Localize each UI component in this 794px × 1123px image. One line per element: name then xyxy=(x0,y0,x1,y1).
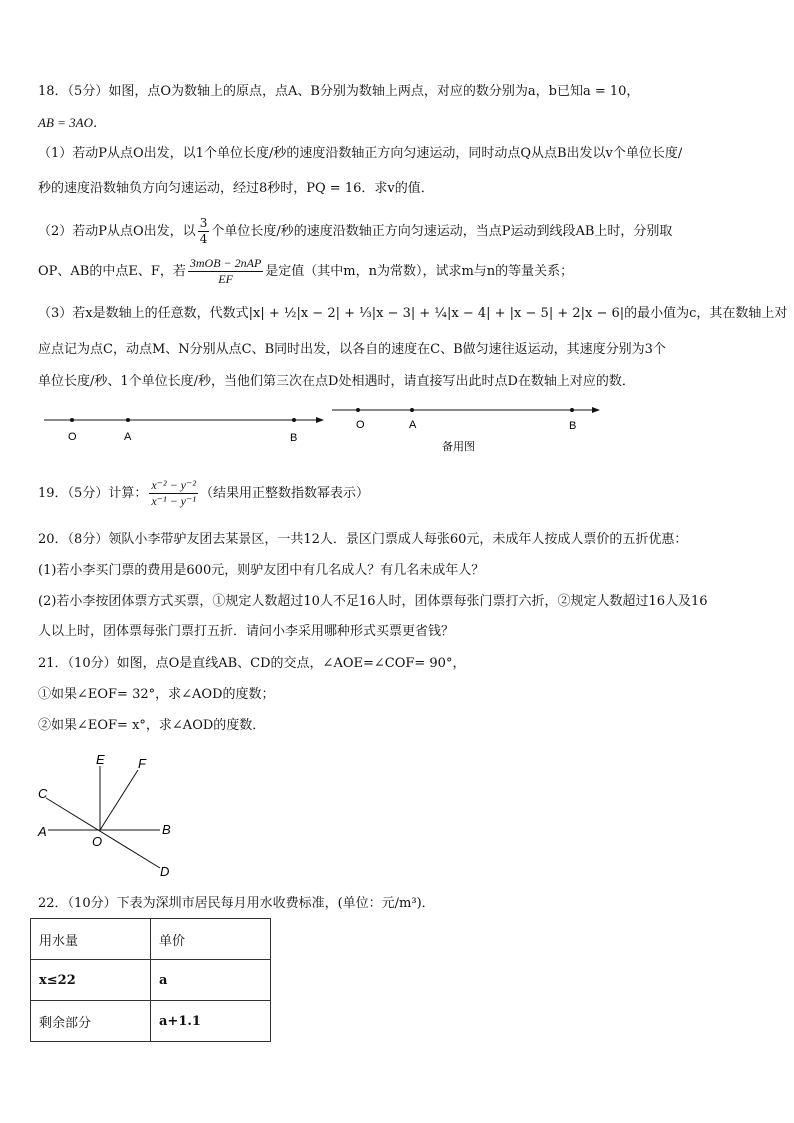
label-a: A xyxy=(38,824,47,839)
table-cell: x≤22 xyxy=(31,960,151,1001)
q18-line-9: 单位长度/秒、1个单位长度/秒，当他们第三次在点D处相遇时，请直接写出此时点D在数轴上对应的数． xyxy=(38,374,635,389)
line-cd xyxy=(46,798,160,868)
q21-line-2: ①如果∠EOF= 32°，求∠AOD的度数； xyxy=(38,687,275,702)
label-c: C xyxy=(38,786,48,801)
point-b-dot xyxy=(292,418,296,422)
label-f: F xyxy=(138,756,146,771)
q18-line-1: 18．（5分）如图，点O为数轴上的原点，点A、B分别为数轴上两点，对应的数分别为a，b已知a = 10， xyxy=(38,84,640,99)
label-o: O xyxy=(68,431,77,443)
table-cell: a+1.1 xyxy=(151,1001,271,1042)
q19-suffix: （结果用正整数指数幂表示） xyxy=(199,486,369,501)
fraction-numerator: 3mOB − 2nAP xyxy=(189,256,262,270)
fraction-denominator: 4 xyxy=(199,232,208,246)
number-line-figure xyxy=(40,408,330,448)
q20-line-3: (2)若小李按团体票方式买票，①规定人数超过10人不足16人时，团体票每张门票打六折，②规定人数超过16人及16 xyxy=(38,594,708,609)
table-cell: a xyxy=(151,960,271,1001)
q18-line-8: 应点记为点C，动点M、N分别从点C、B同时出发，以各自的速度在C、B做匀速往返运动，其速度分别为3个 xyxy=(38,342,666,357)
q21-line-3: ②如果∠EOF= x°，求∠AOD的度数． xyxy=(38,718,266,733)
angle-figure xyxy=(30,748,190,880)
table-row xyxy=(31,960,271,1001)
axis-arrow-icon xyxy=(316,417,324,423)
table-row xyxy=(31,919,271,960)
fraction-denominator: x⁻¹ − y⁻¹ xyxy=(151,494,196,508)
table-cell: 剩余部分 xyxy=(31,1001,151,1042)
label-b: B xyxy=(569,420,577,432)
spare-number-line-figure xyxy=(328,398,608,458)
q18-line-6 xyxy=(38,256,573,287)
point-a-dot xyxy=(410,408,414,412)
point-a-dot xyxy=(126,418,130,422)
q20-line-2: (1)若小李买门票的费用是600元，则驴友团中有几名成人？有几名未成年人？ xyxy=(38,563,485,578)
fraction-numerator: 3 xyxy=(199,216,208,230)
label-b: B xyxy=(290,432,298,444)
q18-line-6a: OP、AB的中点E、F，若 xyxy=(38,264,186,279)
spare-figure-caption: 备用图 xyxy=(442,441,475,453)
q18-line-5 xyxy=(38,216,672,247)
q18-line-7: （3）若x是数轴上的任意数，代数式|x| + ½|x − 2| + ⅓|x − 3| + ¼|x − 4| + |x − 5| + 2|x − 6|的最小值为c，其在数轴上对 xyxy=(38,306,788,321)
label-d: D xyxy=(160,864,170,879)
fraction-denominator: EF xyxy=(218,272,233,286)
label-e: E xyxy=(96,752,105,767)
q18-line-2: AB = 3AO． xyxy=(38,115,106,130)
q18-line-3: （1）若动P从点O出发，以1个单位长度/秒的速度沿数轴正方向匀速运动，同时动点Q从点B出发以v个单位长度/ xyxy=(38,146,683,161)
table-cell: 单价 xyxy=(151,919,271,960)
label-o: O xyxy=(92,834,103,849)
q22-line-1: 22．（10分）下表为深圳市居民每月用水收费标准，(单位：元/m³)． xyxy=(38,896,435,911)
table-row xyxy=(31,1001,271,1042)
q18-line-6b: 是定值（其中m，n为常数），试求m与n的等量关系； xyxy=(265,264,574,279)
axis-arrow-icon xyxy=(592,407,600,413)
fraction-numerator: x⁻² − y⁻² xyxy=(151,478,196,492)
q20-line-4: 人以上时，团体票每张门票打五折．请问小李采用哪种形式买票更省钱？ xyxy=(38,624,455,639)
q18-fraction-expr xyxy=(188,256,263,287)
q19-prefix: 19．（5分）计算： xyxy=(38,486,148,501)
label-a: A xyxy=(409,419,417,431)
q19-line xyxy=(38,478,369,509)
water-price-table xyxy=(30,918,271,1042)
q18-line-5a: （2）若动P从点O出发，以 xyxy=(38,224,196,239)
table-cell: 用水量 xyxy=(31,919,151,960)
q18-line-4: 秒的速度沿数轴负方向匀速运动，经过8秒时，PQ = 16．求v的值． xyxy=(38,181,434,196)
ray-of xyxy=(100,770,138,830)
label-b: B xyxy=(162,822,171,837)
point-b-dot xyxy=(570,408,574,412)
label-a: A xyxy=(124,431,132,443)
q20-line-1: 20．（8分）领队小李带驴友团去某景区，一共12人．景区门票成人每张60元，未成年人按成人票价的五折优惠： xyxy=(38,532,688,547)
q21-line-1: 21．（10分）如图，点O是直线AB、CD的交点，∠AOE=∠COF= 90°， xyxy=(38,656,466,671)
point-o-dot xyxy=(70,418,74,422)
label-o: O xyxy=(356,419,365,431)
q18-fraction-3-4 xyxy=(198,216,210,247)
q19-fraction xyxy=(149,478,198,509)
point-o-dot xyxy=(356,408,360,412)
q18-line-5b: 个单位长度/秒的速度沿数轴正方向匀速运动，当点P运动到线段AB上时，分别取 xyxy=(211,224,673,239)
